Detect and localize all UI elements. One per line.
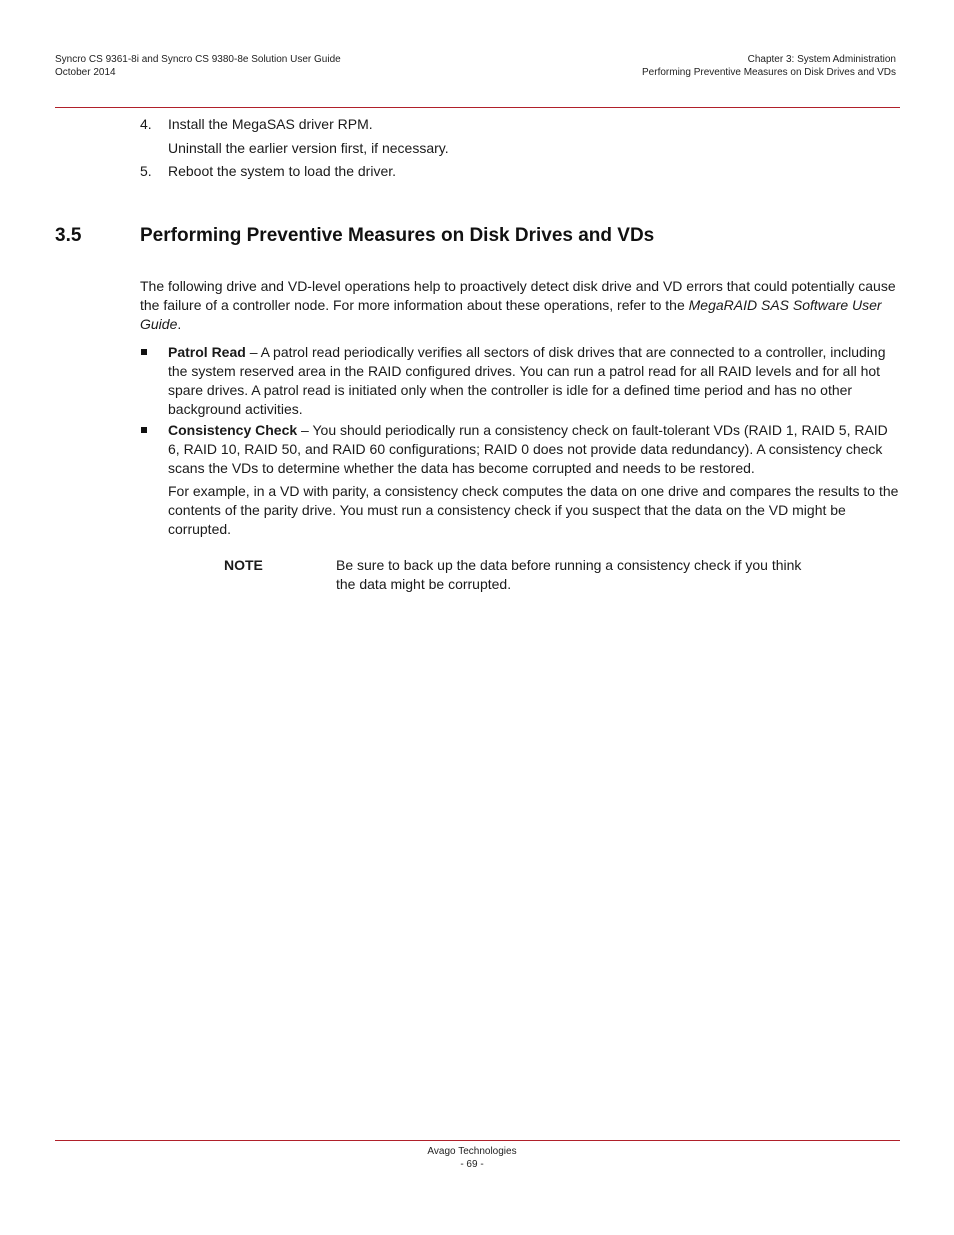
page-number: - 69 - <box>460 1158 484 1170</box>
note-text: Be sure to back up the data before running a consistency check if you think the data might be corrupted. <box>336 557 802 592</box>
section-running-title: Performing Preventive Measures on Disk Drives and VDs <box>642 66 896 78</box>
header-rule <box>55 107 900 108</box>
section-number: 3.5 <box>55 225 82 246</box>
step-text: Reboot the system to load the driver. <box>168 163 397 179</box>
step-number: 4. <box>140 116 152 132</box>
bullet-square-icon <box>141 349 147 355</box>
running-header-right <box>642 54 896 79</box>
guide-reference: MegaRAID SAS Software User Guide <box>140 297 882 332</box>
step-text: Install the MegaSAS driver RPM. <box>168 116 373 132</box>
bullet-term: Consistency Check <box>168 422 298 438</box>
intro-end: . <box>177 316 182 332</box>
intro-text: The following drive and VD-level operations help to proactively detect disk drive and VD errors that could potentially cause the failure of a controller node. For more information about these operations, refer to the <box>140 278 896 313</box>
bullet-consistency-check <box>140 421 900 478</box>
bullet-text: – A patrol read periodically verifies all sectors of disk drives that are connected to a controller, including the system reserved area in the RAID configured drives. You can run a patrol read for all RAID levels and for all hot spare drives. A patrol read is initiated only when the controller is idle for a defined time period and has no other background activities. <box>168 344 886 417</box>
step-subtext: Uninstall the earlier version first, if necessary. <box>168 140 449 156</box>
section-title: Performing Preventive Measures on Disk Drives and VDs <box>140 225 655 246</box>
company-name: Avago Technologies <box>427 1146 517 1157</box>
bullet-text: – You should periodically run a consistency check on fault-tolerant VDs (RAID 1, RAID 5, RAID 6, RAID 10, RAID 50, and RAID 60 configurations; RAID 0 does not provide data redundancy). A consistency check scans the VDs to determine whether the data has become corrupted and needs to be restored. <box>168 422 888 476</box>
intro-paragraph <box>140 277 900 334</box>
doc-date: October 2014 <box>55 66 116 78</box>
consistency-check-example: For example, in a VD with parity, a consistency check computes the data on one drive and compares the results to the contents of the parity drive. You must run a consistency check if you suspect that the data on the VD might be corrupted. <box>168 483 899 537</box>
step-number: 5. <box>140 163 152 179</box>
chapter-title: Chapter 3: System Administration <box>747 54 896 65</box>
bullet-term: Patrol Read <box>168 344 246 360</box>
note-label: NOTE <box>224 557 263 573</box>
bullet-patrol-read <box>140 343 900 419</box>
bullet-square-icon <box>141 427 147 433</box>
footer-rule <box>55 1140 900 1141</box>
running-header-left <box>55 54 341 79</box>
page-footer <box>0 1146 944 1171</box>
doc-title: Syncro CS 9361-8i and Syncro CS 9380-8e Solution User Guide <box>55 54 341 65</box>
